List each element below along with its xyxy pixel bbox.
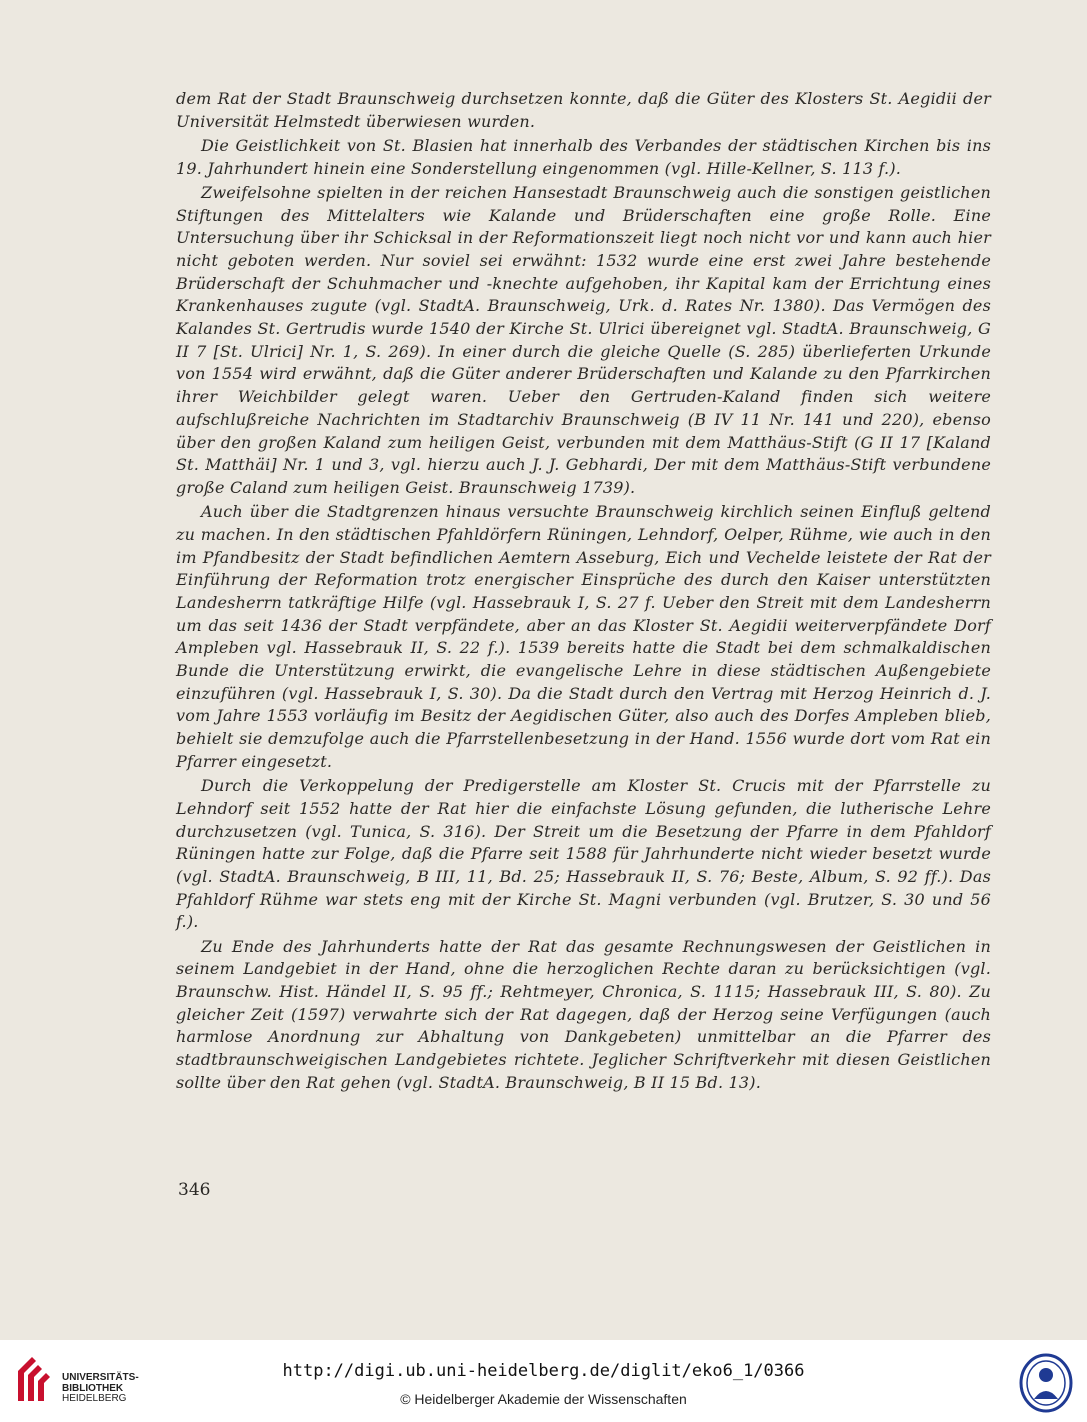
viewer-footer: [0, 1340, 1087, 1422]
body-text: [176, 88, 991, 1096]
paragraph-5: Durch die Verkoppelung der Predigerstelle am Kloster St. Crucis mit der Pfarrstelle zu Lehndorf seit 1552 hatte der Rat hier die einfachste Lösung gefunden, die lutherische Lehre durchzusetzen (vgl. Tunica, S. 316). Der Streit um die Besetzung der Pfarre in dem Pfahldorf Rüningen hatte zur Folge, daß die Pfarre seit 1588 für Jahrhunderte nicht wieder besetzt wurde (vgl. StadtA. Braunschweig, B III, 11, Bd. 25; Hassebrauk II, S. 76; Beste, Album, S. 92 ff.). Das Pfahldorf Rühme war stets eng mit der Kirche St. Magni verbunden (vgl. Brutzer, S. 30 und 56 f.).: [176, 776, 991, 932]
paragraph-6: Zu Ende des Jahrhunderts hatte der Rat das gesamte Rechnungswesen der Geistlichen in seinem Landgebiet in der Hand, ohne die herzoglichen Rechte daran zu berücksichtigen (vgl. Braunschw. Hist. Händel II, S. 95 ff.; Rehtmeyer, Chronica, S. 1115; Hassebrauk III, S. 80). Zu gleicher Zeit (1597) verwahrte sich der Rat dagegen, daß der Herzog seine Verfügungen (auch harmlose Anordnung zur Abhaltung von Dankgebeten) unmittelbar an die Pfarrer des stadtbraunschweigischen Landgebietes richtete. Jeglicher Schriftverkehr mit diesen Geistlichen sollte über den Rat gehen (vgl. StadtA. Braunschweig, B II 15 Bd. 13).: [176, 936, 991, 1092]
paragraph-3: Zweifelsohne spielten in der reichen Hansestadt Braunschweig auch die sonstigen geistlichen Stiftungen des Mittelalters wie Kalande und Brüderschaften eine große Rolle. Eine Untersuchung über ihr Schicksal in der Reformationszeit liegt noch nicht vor und kann auch hier nicht geboten werden. Nur soviel sei erwähnt: 1532 wurde eine erst zwei Jahre bestehende Brüderschaft der Schuhmacher und -knechte aufgehoben, ihr Kapital kam der Errichtung eines Krankenhauses zugute (vgl. StadtA. Braunschweig, Urk. d. Rates Nr. 1380). Das Vermögen des Kalandes St. Gertrudis wurde 1540 der Kirche St. Ulrici übereignet vgl. StadtA. Braunschweig, G II 7 [St. Ulrici] Nr. 1, S. 269). In einer durch die gleiche Quelle (S. 285) überlieferten Urkunde von 1554 wird erwähnt, daß die Güter anderer Brüderschaften und Kalande zu den Pfarrkirchen ihrer Weichbilder gelegt waren. Ueber den Gertruden-Kaland finden sich weitere aufschlußreiche Nachrichten im Stadtarchiv Braunschweig (B IV 11 Nr. 141 und 220), ebenso über den großen Kaland zum heiligen Geist, verbunden mit dem Matthäus-Stift (G II 17 [Kaland St. Matthäi] Nr. 1 und 3, vgl. hierzu auch J. J. Gebhardi, Der mit dem Matthäus-Stift verbundene große Caland zum heiligen Geist. Braunschweig 1739).: [176, 182, 991, 497]
permalink-url[interactable]: http://digi.ub.uni-heidelberg.de/diglit/eko6_1/0366: [282, 1361, 805, 1381]
logo-line-1: UNIVERSITÄTS-: [62, 1372, 139, 1383]
paragraph-4: Auch über die Stadtgrenzen hinaus versuchte Braunschweig kirchlich seinen Einfluß geltend zu machen. In den städtischen Pfahldörfern Rüningen, Lehndorf, Oelper, Rühme, wie auch in den im Pfandbesitz der Stadt befindlichen Aemtern Asseburg, Eich und Vechelde leistete der Rat der Einführung der Reformation trotz energischer Einsprüche des durch den Kaiser unterstützten Landesherrn tatkräftige Hilfe (vgl. Hassebrauk I, S. 27 f. Ueber den Streit mit dem Landesherrn um das seit 1436 der Stadt verpfändete, aber an das Kloster St. Aegidii weiterverpfändete Dorf Ampleben vgl. Hassebrauk II, S. 22 f.). 1539 bereits hatte die Stadt bei dem schmalkaldischen Bunde die Unterstützung erwirkt, die evangelische Lehre in diese städtischen Außengebiete einzuführen (vgl. Hassebrauk I, S. 30). Da die Stadt durch den Vertrag mit Herzog Heinrich d. J. vom Jahre 1553 vorläufig im Besitz der Aegidischen Güter, also auch des Dorfes Ampleben blieb, behielt sie demzufolge auch die Pfarrstellenbesetzung in der Hand. 1556 wurde dort vom Rat ein Pfarrer eingesetzt.: [176, 502, 991, 771]
paragraph-2: Die Geistlichkeit von St. Blasien hat innerhalb des Verbandes der städtischen Kirchen bis ins 19. Jahrhundert hinein eine Sonderstellung eingenommen (vgl. Hille-Kellner, S. 113 f.).: [176, 135, 991, 178]
academy-seal-icon[interactable]: [1018, 1353, 1074, 1413]
paragraph-1: dem Rat der Stadt Braunschweig durchsetzen konnte, daß die Güter des Klosters St. Aegidii der Universität Helmstedt überwiesen wurden.: [176, 89, 991, 131]
page-number: 346: [178, 1180, 211, 1200]
logo-line-2: BIBLIOTHEK: [62, 1382, 124, 1394]
logo-line-3: HEIDELBERG: [62, 1393, 127, 1404]
copyright-notice: © Heidelberger Akademie der Wissenschaften: [400, 1391, 687, 1407]
